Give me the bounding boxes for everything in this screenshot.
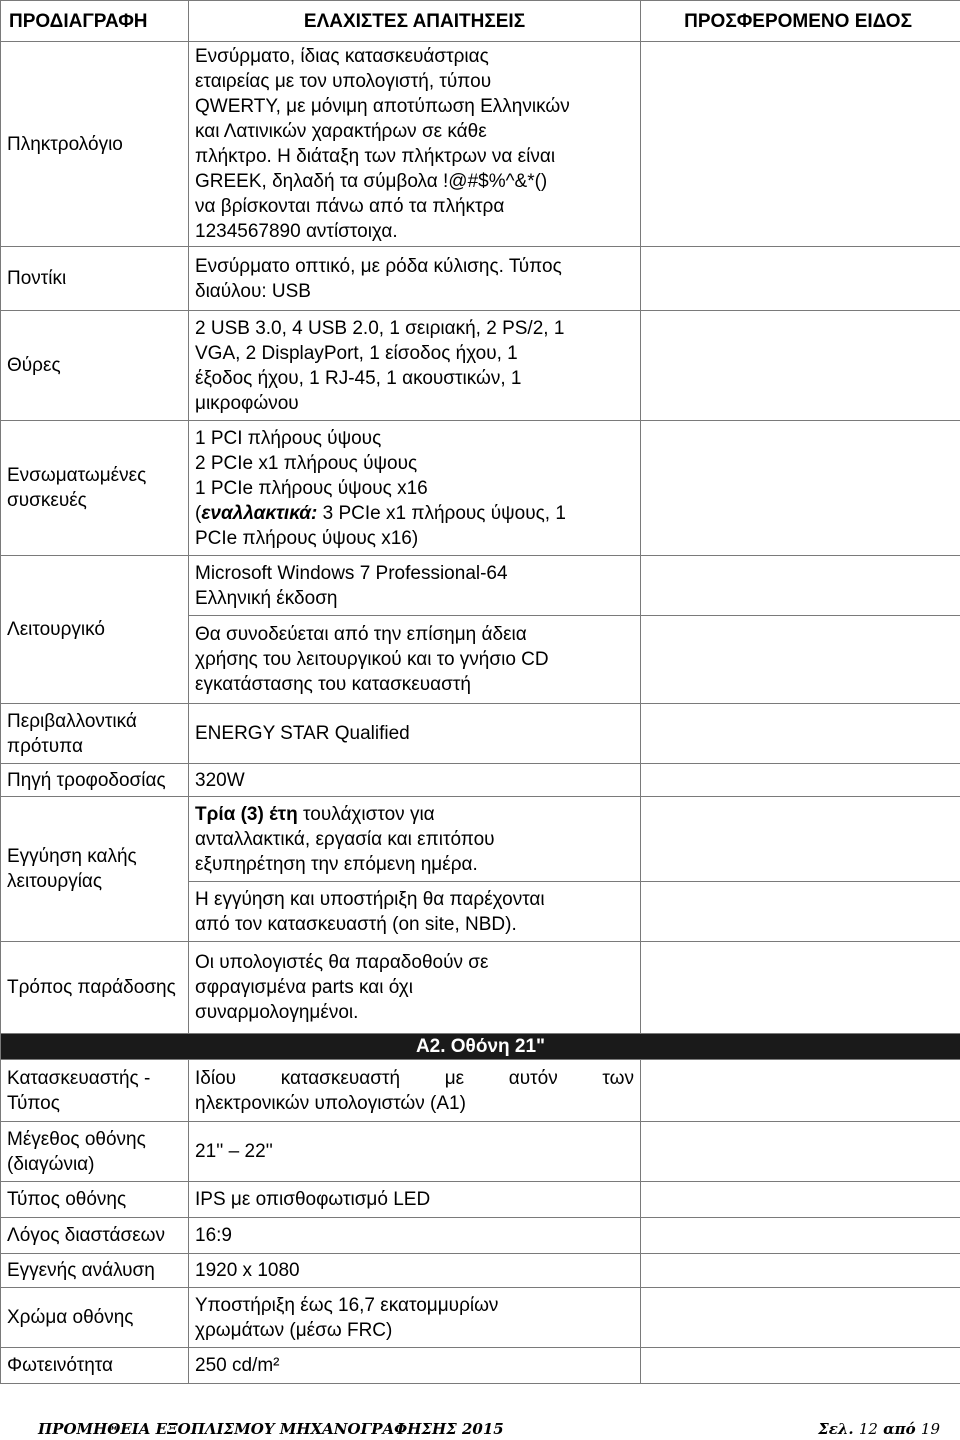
page-footer: [38, 1420, 940, 1440]
text-line: σφραγισμένα parts και όχι: [195, 977, 413, 998]
offered-cell: [641, 1060, 960, 1122]
text-line: 1 PCI πλήρους ύψους: [195, 427, 382, 449]
label-line: Εγγύηση καλής: [7, 846, 137, 867]
psu-value: 320W: [189, 764, 641, 797]
table-row-monitor-manufacturer: [1, 1060, 960, 1122]
table-row-warranty: [1, 797, 960, 882]
row-label: Θύρες: [1, 311, 189, 421]
label-line: συσκευές: [7, 490, 87, 511]
offered-cell: [641, 1348, 960, 1384]
row-label: [1, 1060, 189, 1122]
text-line: QWERTY, με μόνιμη αποτύπωση Ελληνικών: [195, 96, 570, 117]
text-line: 1234567890 αντίστοιχα.: [195, 221, 398, 242]
text-line: Ενσύρματο, ίδιας κατασκευάστριας: [195, 46, 489, 67]
label-line: λειτουργίας: [7, 871, 103, 892]
alternative-text: 3 PCIe x1 πλήρους ύψους, 1: [317, 502, 566, 524]
text-line: να βρίσκονται πάνω από τα πλήκτρα: [195, 196, 505, 217]
table-row-power-supply: [1, 764, 960, 797]
row-label: [1, 797, 189, 942]
text-line: εγκατάστασης του κατασκευαστή: [195, 674, 471, 695]
table-row-monitor-type: [1, 1182, 960, 1218]
table-row-environmental: [1, 704, 960, 764]
text-line: διαύλου: USB: [195, 280, 311, 302]
table-row-monitor-size: [1, 1122, 960, 1182]
label-line: Κατασκευαστής -: [7, 1067, 151, 1089]
size-value: 21'' – 22'': [189, 1122, 641, 1182]
text-line: πλήκτρο. Η διάταξη των πλήκτρων να είναι: [195, 146, 556, 167]
total-pages: 19: [920, 1420, 940, 1438]
page-of: από: [883, 1420, 916, 1438]
text-line: από τον κατασκευαστή (on site, NBD).: [195, 913, 517, 935]
text-line: 2 USB 3.0, 4 USB 2.0, 1 σειριακή, 2 PS/2, 1: [195, 317, 565, 339]
offered-cell: [641, 247, 960, 311]
text-line: Θα συνοδεύεται από την επίσημη άδεια: [195, 624, 527, 645]
row-label: Πηγή τροφοδοσίας: [1, 764, 189, 797]
manufacturer-requirement: [189, 1060, 641, 1122]
text-line: 1 PCIe πλήρους ύψους x16: [195, 477, 428, 499]
embedded-requirements: [189, 421, 641, 556]
text-line: 2 PCIe x1 πλήρους ύψους: [195, 452, 418, 474]
row-label: [1, 704, 189, 764]
offered-cell: [641, 797, 960, 882]
text-line: χρήσης του λειτουργικού και το γνήσιο CD: [195, 649, 549, 670]
text-line: μικροφώνου: [195, 392, 299, 414]
table-header-row: [1, 1, 960, 42]
text-part: τουλάχιστον για: [297, 803, 435, 825]
label-line: (διαγώνια): [7, 1153, 95, 1175]
offered-cell: [641, 882, 960, 942]
footer-title: ΠΡΟΜΗΘΕΙΑ ΕΞΟΠΛΙΣΜΟΥ ΜΗΧΑΝΟΓΡΑΦΗΣΗΣ 2015: [38, 1420, 504, 1438]
text-line: Ιδίου κατασκευαστή με αυτόν των: [195, 1067, 634, 1089]
table-row-delivery: [1, 942, 960, 1034]
offered-cell: [641, 1218, 960, 1254]
type-value: IPS με οπισθοφωτισμό LED: [189, 1182, 641, 1218]
text-line: και Λατινικών χαρακτήρων σε κάθε: [195, 121, 487, 142]
offered-cell: [641, 1182, 960, 1218]
row-label: Τρόπος παράδοσης: [1, 942, 189, 1034]
row-label: [1, 421, 189, 556]
text-line: [195, 501, 634, 526]
row-label: Τύπος οθόνης: [1, 1182, 189, 1218]
text-line: έξοδος ήχου, 1 RJ-45, 1 ακουστικών, 1: [195, 367, 522, 389]
text-line: GREEK, δηλαδή τα σύμβολα !@#$%^&*(): [195, 171, 548, 192]
text-line: χρωμάτων (μέσω FRC): [195, 1319, 393, 1341]
text-line: PCIe πλήρους ύψους x16): [195, 527, 419, 549]
table-row-monitor-color: [1, 1288, 960, 1348]
offered-cell: [641, 1122, 960, 1182]
mouse-requirements: [189, 247, 641, 311]
warranty-support: [189, 882, 641, 942]
table-row-embedded-devices: [1, 421, 960, 556]
text-line: VGA, 2 DisplayPort, 1 είσοδος ήχου, 1: [195, 342, 518, 364]
header-minimum-requirements: ΕΛΑΧΙΣΤΕΣ ΑΠΑΙΤΗΣΕΙΣ: [189, 1, 641, 42]
current-page: 12: [858, 1420, 878, 1438]
offered-cell: [641, 311, 960, 421]
table-row-mouse: [1, 247, 960, 311]
label-line: πρότυπα: [7, 735, 83, 757]
table-row-monitor-resolution: [1, 1254, 960, 1288]
row-label: Φωτεινότητα: [1, 1348, 189, 1384]
offered-cell: [641, 616, 960, 704]
offered-cell: [641, 1254, 960, 1288]
table-row-monitor-aspect: [1, 1218, 960, 1254]
page-prefix: Σελ.: [818, 1420, 854, 1438]
row-label: [1, 1122, 189, 1182]
color-requirement: [189, 1288, 641, 1348]
text-line: συναρμολογημένοι.: [195, 1002, 359, 1023]
table-row-keyboard: [1, 42, 960, 247]
text-line: ηλεκτρονικών υπολογιστών (Α1): [195, 1092, 466, 1114]
warranty-years: Τρία (3) έτη: [195, 803, 298, 825]
text-line: εταιρείας με τον υπολογιστή, τύπου: [195, 71, 492, 92]
row-label: Λόγος διαστάσεων: [1, 1218, 189, 1254]
warranty-duration: [189, 797, 641, 882]
offered-cell: [641, 421, 960, 556]
alternative-label: εναλλακτικά:: [201, 502, 318, 524]
text-line: Ελληνική έκδοση: [195, 587, 338, 609]
row-label: Ποντίκι: [1, 247, 189, 311]
section-title: Α2. Οθόνη 21": [1, 1034, 960, 1060]
os-license: [189, 616, 641, 704]
ports-requirements: [189, 311, 641, 421]
text-line: Microsoft Windows 7 Professional-64: [195, 562, 508, 584]
aspect-value: 16:9: [189, 1218, 641, 1254]
row-label: Εγγενής ανάλυση: [1, 1254, 189, 1288]
table-row-ports: [1, 311, 960, 421]
label-line: Μέγεθος οθόνης: [7, 1128, 146, 1150]
resolution-value: 1920 x 1080: [189, 1254, 641, 1288]
text-line: ανταλλακτικά, εργασία και επιτόπου: [195, 828, 495, 850]
section-header-a2: [1, 1034, 960, 1060]
table-row-monitor-brightness: [1, 1348, 960, 1384]
row-label: Πληκτρολόγιο: [1, 42, 189, 247]
delivery-requirements: [189, 942, 641, 1034]
offered-cell: [641, 942, 960, 1034]
footer-page-number: [818, 1420, 940, 1438]
text-line: Ενσύρματο οπτικό, με ρόδα κύλισης. Τύπος: [195, 255, 562, 277]
offered-cell: [641, 556, 960, 616]
text-line: Οι υπολογιστές θα παραδοθούν σε: [195, 952, 489, 973]
os-edition: [189, 556, 641, 616]
label-line: Τύπος: [7, 1092, 60, 1114]
paren: (: [195, 502, 202, 524]
offered-cell: [641, 764, 960, 797]
header-offered-item: ΠΡΟΣΦΕΡΟΜΕΝΟ ΕΙΔΟΣ: [641, 1, 960, 42]
row-label: Λειτουργικό: [1, 556, 189, 704]
offered-cell: [641, 42, 960, 247]
offered-cell: [641, 1288, 960, 1348]
offered-cell: [641, 704, 960, 764]
label-line: Ενσωματωμένες: [7, 465, 147, 486]
keyboard-requirements: [189, 42, 641, 247]
row-label: Χρώμα οθόνης: [1, 1288, 189, 1348]
table-row-os: [1, 556, 960, 616]
text-line: εξυπηρέτηση την επόμενη ημέρα.: [195, 853, 478, 875]
text-line: [195, 802, 634, 827]
header-specification: ΠΡΟΔΙΑΓΡΑΦΗ: [1, 1, 189, 42]
brightness-value: 250 cd/m²: [189, 1348, 641, 1384]
label-line: Περιβαλλοντικά: [7, 710, 137, 732]
env-value: ENERGY STAR Qualified: [189, 704, 641, 764]
text-line: Η εγγύηση και υποστήριξη θα παρέχονται: [195, 888, 545, 910]
text-line: Υποστήριξη έως 16,7 εκατομμυρίων: [195, 1294, 499, 1316]
